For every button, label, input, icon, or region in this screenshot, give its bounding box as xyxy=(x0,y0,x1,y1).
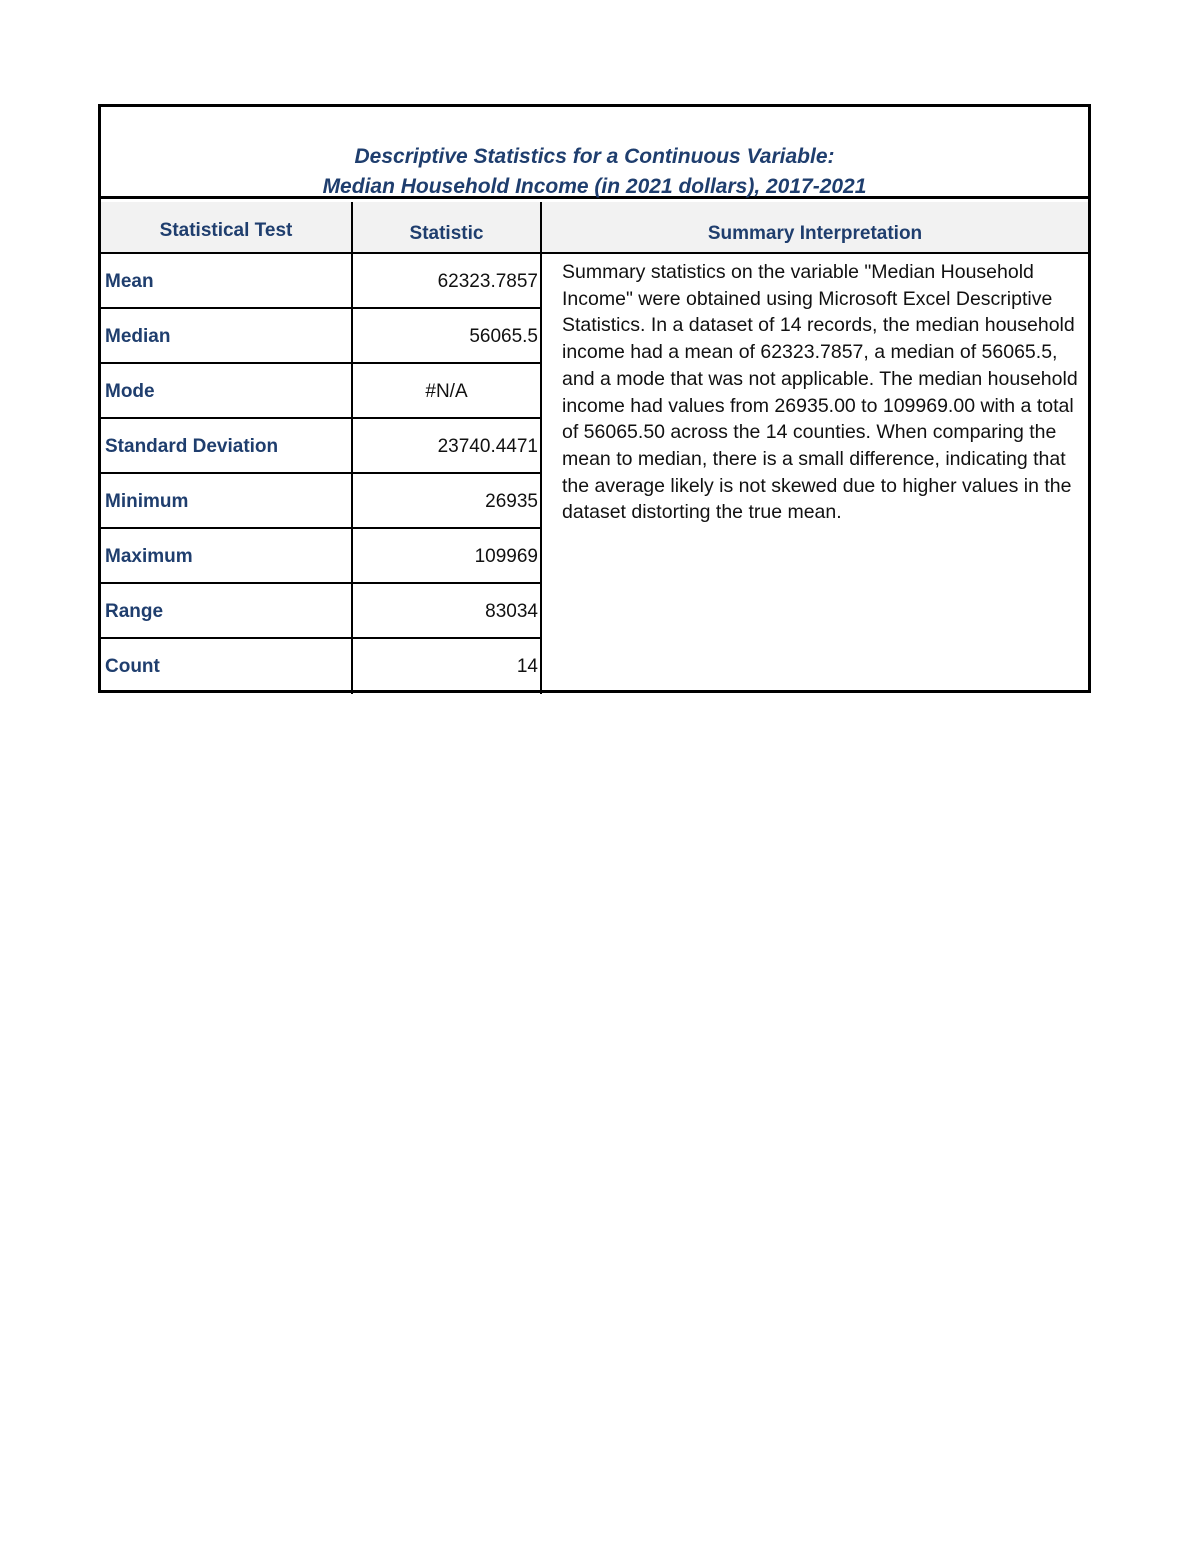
row-label: Range xyxy=(101,584,353,639)
row-value: 14 xyxy=(353,639,542,694)
statistics-table xyxy=(98,104,1091,693)
table-row-minimum xyxy=(101,474,542,529)
row-label: Mean xyxy=(101,254,353,309)
row-value: 109969 xyxy=(353,529,542,584)
table-row-count xyxy=(101,639,542,694)
row-label: Maximum xyxy=(101,529,353,584)
row-label: Mode xyxy=(101,364,353,419)
summary-interpretation-text: Summary statistics on the variable "Median Household Income" were obtained using Microsoft Excel Descriptive Statistics. In a dataset of 14 records, the median household income had a mean of 62323.7857, a median of 56065.5, and a mode that was not applicable. The median household income had values from 26935.00 to 109969.00 with a total of 56065.50 across the 14 counties. When comparing the mean to median, there is a small difference, indicating that the average likely is not skewed due to higher values in the dataset distorting the true mean. xyxy=(562,261,1078,524)
table-title-line-1: Descriptive Statistics for a Continuous Variable: xyxy=(354,145,835,168)
header-statistic xyxy=(353,202,542,254)
table-row-maximum xyxy=(101,529,542,584)
title-band xyxy=(101,107,1088,199)
row-label: Minimum xyxy=(101,474,353,529)
table-row-mode xyxy=(101,364,542,419)
table-row-median xyxy=(101,309,542,364)
header-statistical-test-label: Statistical Test xyxy=(159,220,293,241)
header-summary-interpretation-label: Summary Interpretation xyxy=(707,223,923,244)
header-summary-interpretation xyxy=(542,202,1088,254)
row-label: Standard Deviation xyxy=(101,419,353,474)
row-value: 23740.4471 xyxy=(353,419,542,474)
table-title-line-2: Median Household Income (in 2021 dollars), 2017-2021 xyxy=(322,175,867,198)
table-row-mean xyxy=(101,254,542,309)
row-value: 83034 xyxy=(353,584,542,639)
row-value: #N/A xyxy=(353,364,542,419)
table-row-standard-deviation xyxy=(101,419,542,474)
table-row-range xyxy=(101,584,542,639)
row-label: Median xyxy=(101,309,353,364)
row-label: Count xyxy=(101,639,353,694)
row-value: 62323.7857 xyxy=(353,254,542,309)
header-statistical-test xyxy=(101,202,353,254)
row-value: 56065.5 xyxy=(353,309,542,364)
row-value: 26935 xyxy=(353,474,542,529)
header-statistic-label: Statistic xyxy=(409,223,484,244)
